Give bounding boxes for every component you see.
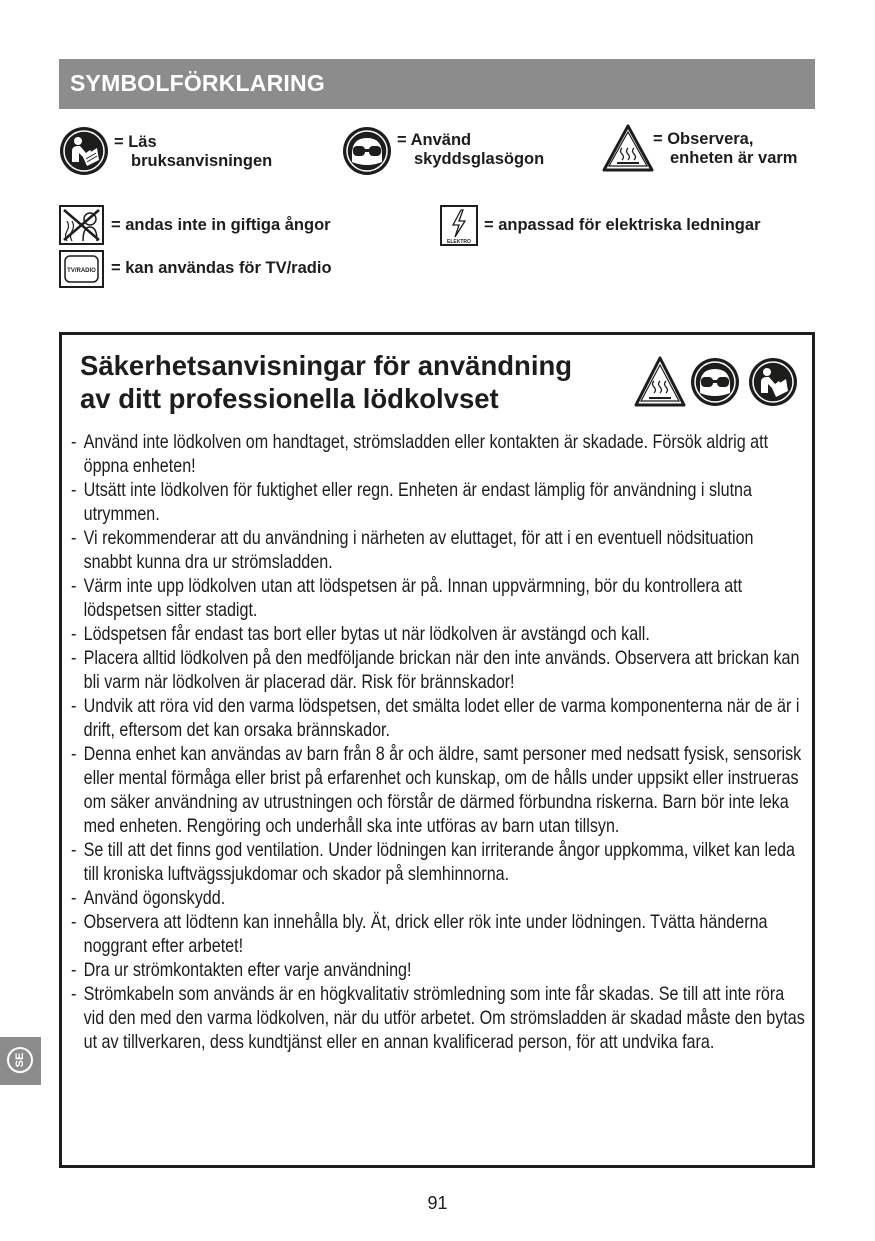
legend-tv	[111, 259, 332, 278]
notice-icons	[634, 355, 804, 411]
language-code: SE	[14, 1052, 26, 1068]
notice-title-line2: av ditt professionella lödkolvset	[80, 383, 499, 414]
read-manual-icon	[59, 126, 109, 176]
safety-goggles-icon	[691, 358, 739, 406]
legend-fumes-text: = andas inte in giftiga ångor	[111, 216, 331, 234]
safety-rule: - Använd ögonskydd.	[71, 887, 806, 911]
hot-surface-warning-icon	[602, 124, 654, 172]
notice-title-line1: Säkerhetsanvisningar för användning	[80, 350, 573, 381]
hot-surface-warning-icon	[636, 358, 684, 405]
legend-hot-line1: = Observera,	[653, 130, 754, 148]
language-tab	[0, 1037, 41, 1085]
tv-icon-label: TV/RADIO	[67, 268, 96, 274]
notice-title	[80, 349, 572, 415]
safety-rule: - Värm inte upp lödkolven utan att lödspetsen är på. Innan uppvärmning, bör du kontrollera att lödspetsen sitter stadigt.	[71, 575, 806, 623]
read-manual-icon	[749, 358, 797, 406]
legend-goggles-line1: = Använd	[397, 131, 472, 149]
page-number: 91	[427, 1193, 448, 1213]
safety-goggles-icon	[341, 126, 393, 176]
safety-rule: - Strömkabeln som används är en högkvalitativ strömledning som inte får skadas. Se till att inte röra vid den med den varma lödkolven, när du utför arbetet. Om strömsladden är skadad måste den bytas ut av tillverkaren, dess kundtjänst eller en annan kvalificerad person, för att undvika fara.	[71, 983, 806, 1055]
safety-rule: - Placera alltid lödkolven på den medföljande brickan när den inte används. Observera att brickan kan bli varm när lödkolven är placerad där. Risk för brännskador!	[71, 647, 806, 695]
section-header	[59, 59, 815, 109]
no-toxic-fumes-icon	[59, 205, 104, 245]
safety-rule: - Observera att lödtenn kan innehålla bly. Ät, drick eller rök inte under lödningen. Tvätta händerna noggrant efter arbetet!	[71, 911, 806, 959]
safety-rule: - Dra ur strömkontakten efter varje användning!	[71, 959, 806, 983]
legend-hot-line2: enheten är varm	[670, 149, 798, 167]
electric-icon	[440, 205, 478, 246]
safety-rule: - Se till att det finns god ventilation. Under lödningen kan irriterande ångor uppkomma, vilket kan leda till kroniska luftvägssjukdomar och skador på slemhinnorna.	[71, 839, 806, 887]
legend-electric-text: = anpassad för elektriska ledningar	[484, 216, 761, 234]
safety-notice-box	[59, 332, 815, 1168]
legend-hot	[653, 130, 797, 168]
safety-rule: - Undvik att röra vid den varma lödspetsen, det smälta lodet eller de varma komponenterna när de är i drift, eftersom det kan orsaka brännskador.	[71, 695, 806, 743]
electric-icon-label: ELEKTRO	[447, 239, 471, 245]
section-title: SYMBOLFÖRKLARING	[70, 70, 325, 96]
language-badge	[7, 1047, 33, 1073]
legend-goggles	[397, 131, 544, 169]
tv-radio-icon	[59, 250, 104, 288]
legend-electric	[484, 216, 761, 235]
safety-rule: - Använd inte lödkolven om handtaget, strömsladden eller kontakten är skadade. Försök aldrig att öppna enheten!	[71, 431, 806, 479]
legend-fumes	[111, 216, 331, 235]
legend-read-manual-line1: = Läs	[114, 133, 157, 151]
legend-tv-text: = kan användas för TV/radio	[111, 259, 332, 277]
legend-read-manual	[114, 133, 272, 171]
legend-read-manual-line2: bruksanvisningen	[131, 152, 273, 170]
safety-rule: - Denna enhet kan användas av barn från 8 år och äldre, samt personer med nedsatt fysisk, sensorisk eller mental förmåga eller brist på erfarenhet och kunskap, om de hålls under uppsikt eller instrueras om säker användning av utrustningen och förstår de därmed förbundna riskerna. Barn bör inte leka med enheten. Rengöring och underhåll ska inte utföras av barn utan tillsyn.	[71, 743, 806, 839]
safety-rule: - Utsätt inte lödkolven för fuktighet eller regn. Enheten är endast lämplig för användning i slutna utrymmen.	[71, 479, 806, 527]
safety-rule: - Lödspetsen får endast tas bort eller bytas ut när lödkolven är avstängd och kall.	[71, 623, 806, 647]
legend-goggles-line2: skyddsglasögon	[414, 150, 545, 168]
safety-rule: - Vi rekommenderar att du användning i närheten av eluttaget, för att i en eventuell nödsituation snabbt kunna dra ur strömsladden.	[71, 527, 806, 575]
safety-rules-list	[71, 431, 806, 1055]
